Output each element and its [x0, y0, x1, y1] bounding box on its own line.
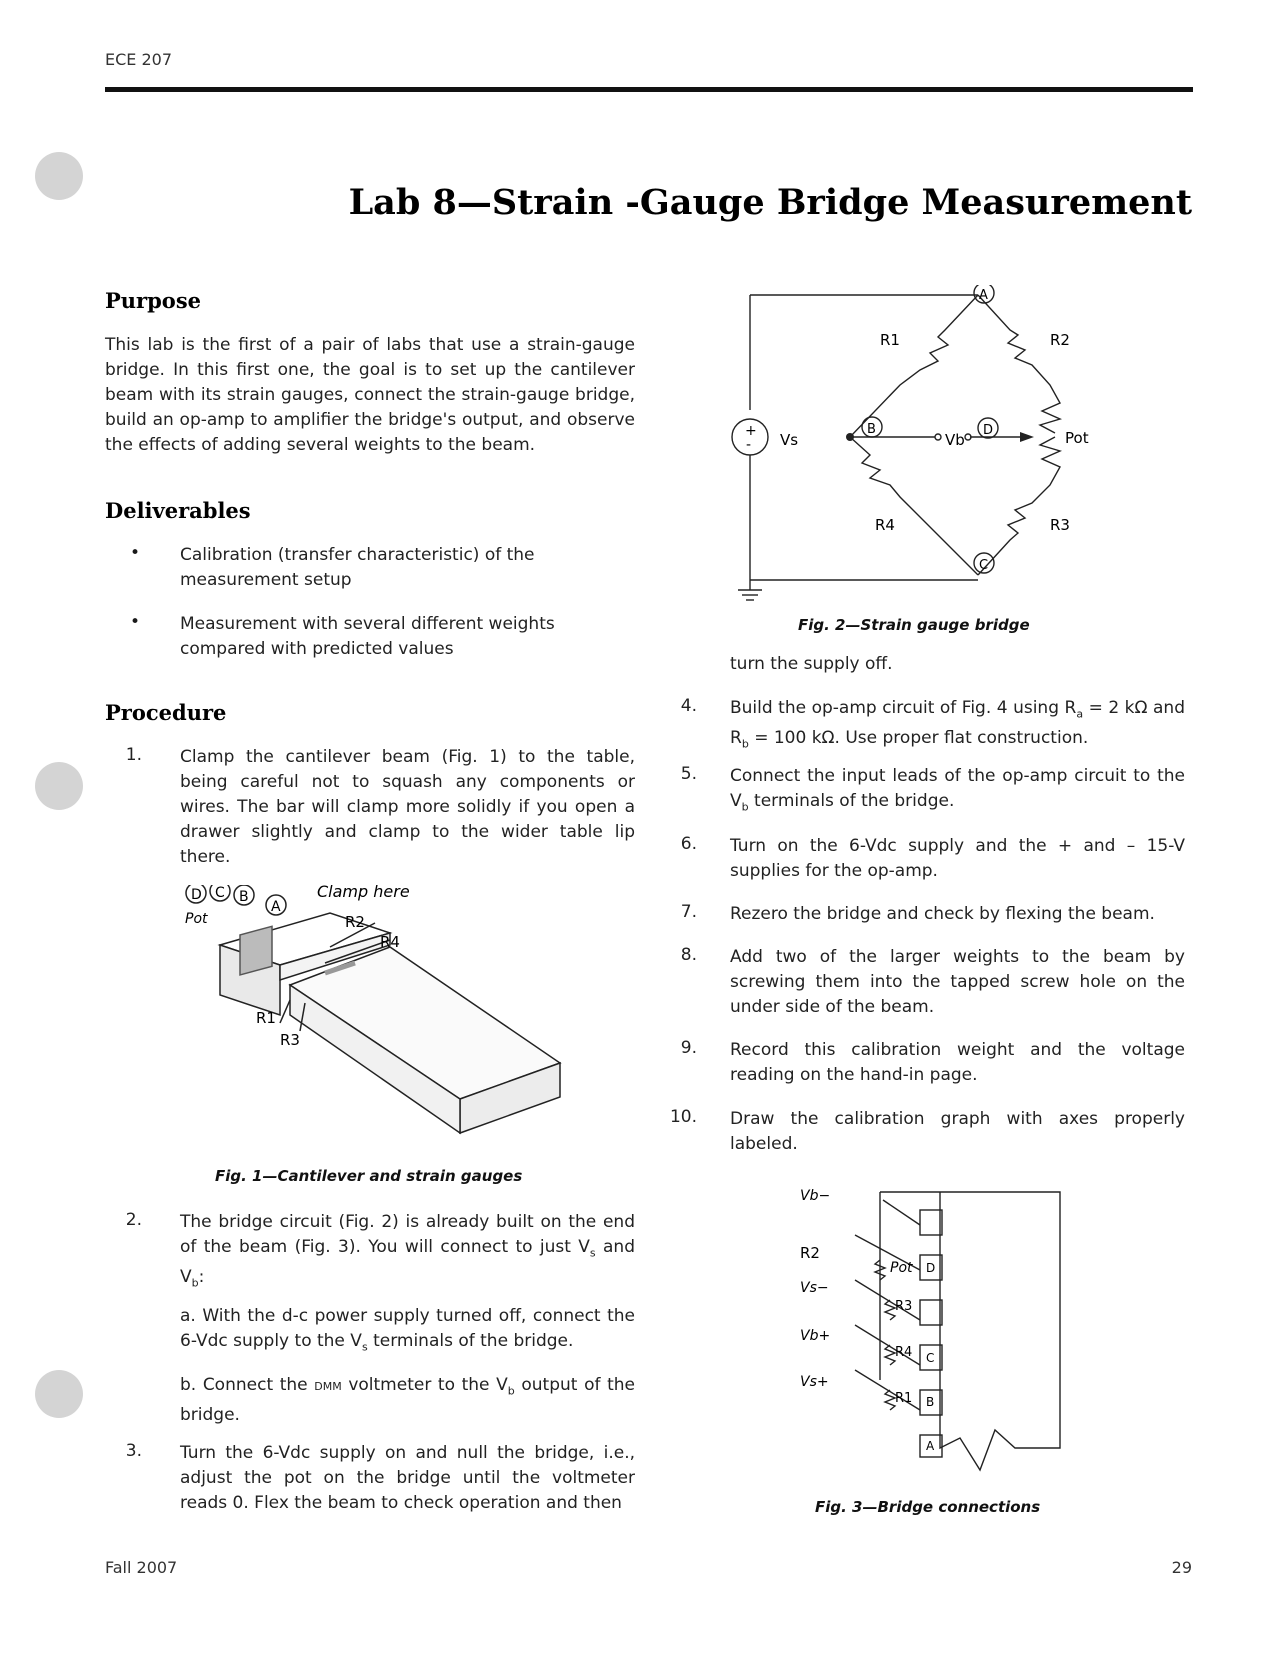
step-2b-text: b. Connect the DMM voltmeter to the $V_b$ output of the bridge. [180, 1375, 635, 1426]
page-number: 29 [1171, 1558, 1192, 1577]
fig2-label-r3: R3 [1050, 516, 1070, 534]
fig3-label-d: D [926, 1261, 936, 1275]
fig3-caption: Fig. 3—Bridge connections [815, 1498, 1041, 1516]
fig2-label-b: B [867, 422, 876, 437]
step-number: 6. [680, 834, 697, 854]
step-2-text: The bridge circuit (Fig. 2) is already built on the end of the beam (Fig. 3). You will connect to just $V_s$ and $V_b$: [180, 1212, 635, 1290]
fig3-label-pot: Pot [890, 1260, 913, 1276]
purpose-text: This lab is the first of a pair of labs that use a strain-gauge bridge. In this first one, the goal is to set up the cantilever beam with its strain gauges, connect the strain-gauge bridge, build an op-amp to amplifier the bridge's output, and observe the effects of adding several weights to the beam. [105, 335, 635, 455]
fig3-label-c: C [926, 1351, 935, 1365]
fig1-label-c: C [215, 885, 225, 901]
procedure-heading: Procedure [105, 700, 227, 725]
deliverables-heading: Deliverables [105, 498, 251, 523]
step-1-text: Clamp the cantilever beam (Fig. 1) to the table, being careful not to squash any components or wires. The bar will clamp more solidly if you open a drawer slightly and clamp to the wider table lip there. [180, 747, 635, 867]
fig1-label-pot: Pot [185, 911, 208, 927]
fig1-label-r4: R4 [380, 933, 400, 951]
step-number: 8. [680, 945, 697, 965]
fig3-label-vs-plus: Vs+ [800, 1374, 829, 1390]
fig2-label-d: D [983, 423, 994, 438]
purpose-heading: Purpose [105, 288, 201, 313]
fig3-label-r3: R3 [895, 1299, 913, 1314]
step-number: 1. [125, 745, 142, 765]
fig1-label-clamp: Clamp here [317, 885, 410, 901]
step-3-continued: turn the supply off. [730, 654, 893, 674]
fig3-label-vb-plus: Vb+ [800, 1328, 831, 1344]
fig3-label-b: B [926, 1395, 935, 1409]
step-number: 2. [125, 1210, 142, 1230]
step-4-text: Build the op-amp circuit of Fig. 4 using $R_a = 2$ kΩ and $R_b = 100$ kΩ. Use proper flat construction. [730, 698, 1185, 751]
step-8-text: Add two of the larger weights to the beam by screwing them into the tapped screw hole on the under side of the beam. [730, 947, 1185, 1017]
fig1-label-b: B [239, 889, 249, 905]
fig1-label-d: D [191, 887, 202, 903]
step-10-text: Draw the calibration graph with axes properly labeled. [730, 1109, 1185, 1154]
fig3-label-vs-minus: Vs− [800, 1280, 829, 1296]
punch-hole [35, 1370, 83, 1418]
header-rule [105, 87, 1193, 92]
fig2-label-plus: + [745, 423, 757, 439]
step-number: 9. [680, 1038, 697, 1058]
fig2-bridge-diagram [720, 285, 1110, 615]
bullet-icon: • [130, 612, 141, 632]
fig1-caption: Fig. 1—Cantilever and strain gauges [215, 1167, 523, 1185]
fig2-label-pot: Pot [1065, 429, 1089, 447]
fig2-label-minus: - [746, 437, 752, 453]
fig3-connections-diagram [795, 1180, 1075, 1480]
deliverable-item: Calibration (transfer characteristic) of the measurement setup [180, 545, 535, 590]
fig2-caption: Fig. 2—Strain gauge bridge [798, 616, 1030, 634]
bullet-icon: • [130, 543, 141, 563]
step-7-text: Rezero the bridge and check by flexing the beam. [730, 904, 1155, 924]
fig3-label-r4: R4 [895, 1345, 913, 1360]
deliverable-item: Measurement with several different weights compared with predicted values [180, 614, 555, 659]
fig2-label-vb: Vb [945, 431, 965, 449]
fig1-cantilever-diagram [180, 885, 580, 1150]
fig1-label-r1: R1 [256, 1009, 276, 1027]
step-9-text: Record this calibration weight and the voltage reading on the hand-in page. [730, 1040, 1185, 1085]
fig3-label-r1: R1 [895, 1391, 913, 1406]
step-number: 5. [680, 764, 697, 784]
fig2-label-c: C [979, 558, 989, 573]
punch-hole [35, 762, 83, 810]
fig3-label-r2: R2 [800, 1244, 820, 1262]
footer-term: Fall 2007 [105, 1558, 178, 1577]
fig1-label-r2: R2 [345, 913, 365, 931]
fig2-label-r4: R4 [875, 516, 895, 534]
step-number: 7. [680, 902, 697, 922]
step-5-text: Connect the input leads of the op-amp circuit to the $V_b$ terminals of the bridge. [730, 766, 1185, 814]
step-6-text: Turn on the 6-Vdc supply and the + and – 15-V supplies for the op-amp. [730, 836, 1185, 881]
step-number: 3. [125, 1441, 142, 1461]
fig2-label-r2: R2 [1050, 331, 1070, 349]
step-2a-text: a. With the d-c power supply turned off, connect the 6-Vdc supply to the $V_s$ terminals of the bridge. [180, 1306, 635, 1354]
step-number: 10. [669, 1107, 697, 1127]
fig3-label-vb-minus: Vb− [800, 1188, 831, 1204]
fig1-label-r3: R3 [280, 1031, 300, 1049]
fig2-label-vs: Vs [780, 431, 799, 449]
fig3-label-a: A [926, 1439, 935, 1453]
fig2-label-r1: R1 [880, 331, 900, 349]
fig1-label-a: A [271, 899, 281, 915]
page-title: Lab 8—Strain -Gauge Bridge Measurement [348, 182, 1192, 223]
step-3-text: Turn the 6-Vdc supply on and null the bridge, i.e., adjust the pot on the bridge until the voltmeter reads 0. Flex the beam to check operation and then [180, 1443, 635, 1513]
punch-hole [35, 152, 83, 200]
course-header: ECE 207 [105, 50, 173, 69]
step-number: 4. [680, 696, 697, 716]
fig2-label-a: A [979, 288, 988, 303]
